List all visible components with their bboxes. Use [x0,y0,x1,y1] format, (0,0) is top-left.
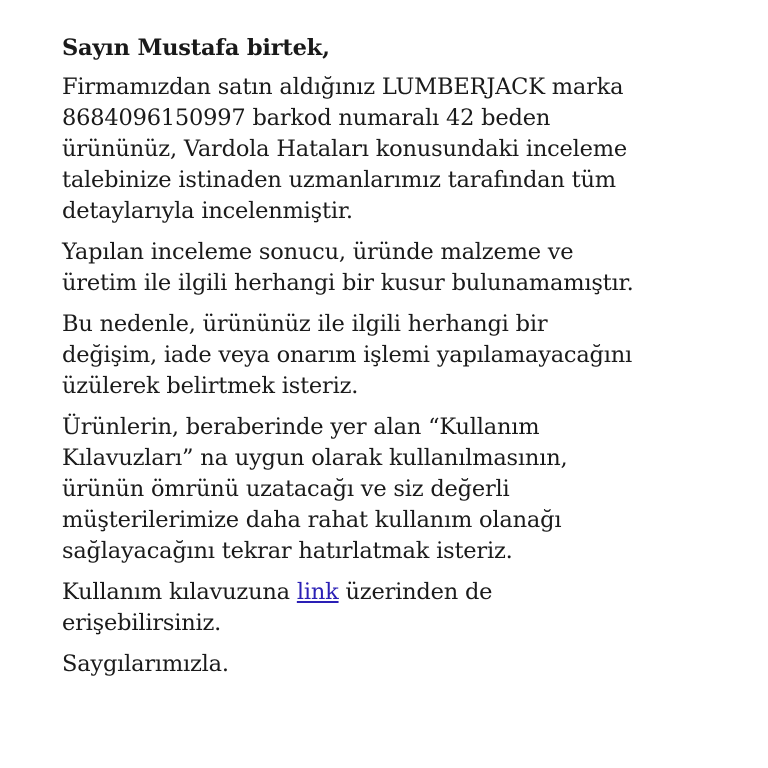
text-line: Bu nedenle, ürününüz ile ilgili herhangi bir [62,311,548,337]
text-line: değişim, iade veya onarım işlemi yapılamayacağını [62,342,633,368]
text-line: ürününüz, Vardola Hataları konusundaki inceleme [62,136,627,162]
text-line: 8684096150997 barkod numaralı 42 beden [62,105,551,131]
text-after-link: üzerinden de [338,579,493,605]
text-line: erişebilirsiniz. [62,610,222,636]
text-line [62,577,752,608]
text-line: talebinize istinaden uzmanlarımız tarafından tüm [62,167,616,193]
text-line: Yapılan inceleme sonucu, üründe malzeme ve [62,239,574,265]
text-line: müşterilerimize daha rahat kullanım olanağı [62,507,562,533]
text-line: sağlayacağını tekrar hatırlatmak isteriz. [62,538,513,564]
text-line: Firmamızdan satın aldığınız LUMBERJACK marka [62,74,624,100]
usage-guide-link[interactable]: link [296,579,339,605]
paragraph-inspection-notice [62,72,752,227]
text-line: ürünün ömrünü uzatacağı ve siz değerli [62,476,510,502]
paragraph-inspection-result [62,237,752,299]
paragraph-usage-guide-reminder [62,412,752,567]
text-line: üzülerek belirtmek isteriz. [62,373,359,399]
text-line: Kılavuzları” na uygun olarak kullanılmasının, [62,445,568,471]
greeting: Sayın Mustafa birtek, [62,35,330,61]
paragraph-guide-link [62,577,752,639]
text-before-link: Kullanım kılavuzuna [62,579,297,605]
closing: Saygılarımızla. [62,651,229,677]
text-line: Ürünlerin, beraberinde yer alan “Kullanım [62,414,540,440]
text-line: üretim ile ilgili herhangi bir kusur bulunamamıştır. [62,270,634,296]
paragraph-no-exchange [62,309,752,402]
letter-body [62,33,752,690]
text-line: detaylarıyla incelenmiştir. [62,198,353,224]
